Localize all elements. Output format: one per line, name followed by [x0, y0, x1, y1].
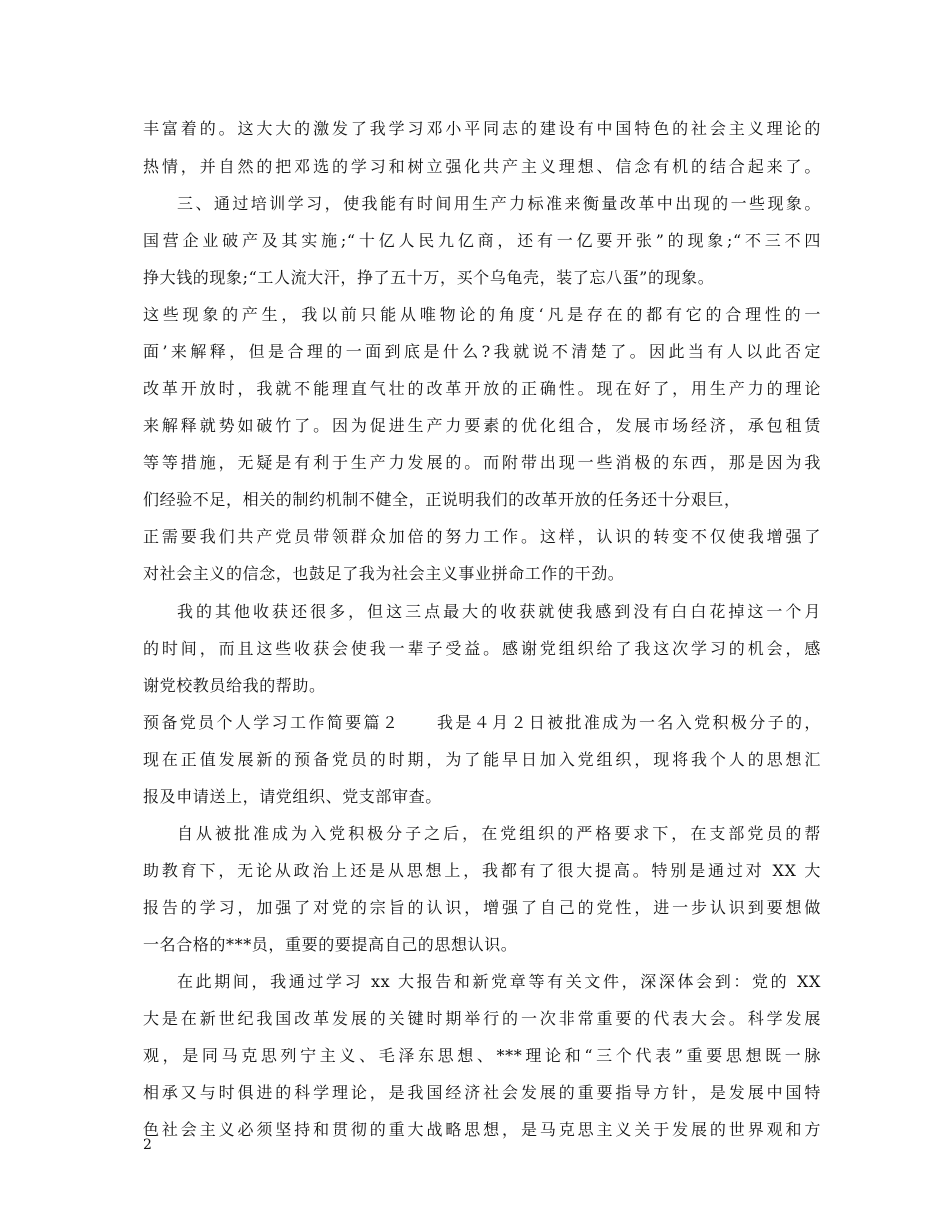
text-line: 等等措施，无疑是有利于生产力发展的。而附带出现一些消极的东西，那是因为我	[143, 453, 821, 472]
text-line: 助教育下，无论从政治上还是从思想上，我都有了很大提高。特别是通过对 XX 大	[143, 861, 821, 880]
text-line: 的时间，而且这些收获会使我一辈子受益。感谢党组织给了我这次学习的机会，感	[143, 639, 821, 658]
text-line: 一名合格的***员，重要的要提高自己的思想认识。	[143, 935, 518, 954]
text-line: 相承又与时俱进的科学理论，是我国经济社会发展的重要指导方针，是发展中国特	[143, 1083, 821, 1102]
text-line: 大是在新世纪我国改革发展的关键时期举行的一次非常重要的代表大会。科学发展	[143, 1009, 821, 1028]
text-line: 们经验不足，相关的制约机制不健全，正说明我们的改革开放的任务还十分艰巨，	[143, 490, 741, 509]
text-line: 这些现象的产生，我以前只能从唯物论的角度‘凡是存在的都有它的合理性的一	[143, 305, 821, 324]
text-line: 国营企业破产及其实施;“十亿人民九亿商，还有一亿要开张”的现象;“不三不四	[143, 231, 821, 250]
section-heading-line: 预备党员个人学习工作简要篇２ 我是４月２日被批准成为一名入党积极分子的，	[143, 713, 821, 732]
text-line: 三、通过培训学习，使我能有时间用生产力标准来衡量改革中出现的一些现象。	[177, 194, 821, 213]
text-line: 改革开放时，我就不能理直气壮的改革开放的正确性。现在好了，用生产力的理论	[143, 379, 821, 398]
text-line: 我的其他收获还很多，但这三点最大的收获就使我感到没有白白花掉这一个月	[177, 602, 821, 621]
text-line: 正需要我们共产党员带领群众加倍的努力工作。这样，认识的转变不仅使我增强了	[143, 527, 821, 546]
text-line: 观，是同马克思列宁主义、毛泽东思想、***理论和“三个代表”重要思想既一脉	[143, 1046, 821, 1065]
text-line: 现在正值发展新的预备党员的时期，为了能早日加入党组织，现将我个人的思想汇	[143, 750, 821, 769]
text-line: 对社会主义的信念，也鼓足了我为社会主义事业拼命工作的干劲。	[143, 564, 625, 583]
text-line: 热情，并自然的把邓选的学习和树立强化共产主义理想、信念有机的结合起来了。	[143, 157, 821, 176]
text-line: 在此期间，我通过学习 xx 大报告和新党章等有关文件，深深体会到：党的 XX	[177, 972, 821, 991]
text-line: 面’来解释，但是合理的一面到底是什么?我就说不清楚了。因此当有人以此否定	[143, 342, 821, 361]
text-line: 报及申请送上，请党组织、党支部审查。	[143, 787, 442, 806]
text-line: 挣大钱的现象;“工人流大汗，挣了五十万，买个乌龟壳，装了忘八蛋”的现象。	[143, 268, 715, 287]
page-number: 2	[143, 1137, 152, 1153]
text-line: 色社会主义必须坚持和贯彻的重大战略思想，是马克思主义关于发展的世界观和方	[143, 1120, 821, 1139]
text-line: 自从被批准成为入党积极分子之后，在党组织的严格要求下，在支部党员的帮	[177, 824, 821, 843]
text-line: 丰富着的。这大大的激发了我学习邓小平同志的建设有中国特色的社会主义理论的	[143, 119, 821, 138]
text-line: 来解释就势如破竹了。因为促进生产力要素的优化组合，发展市场经济，承包租赁	[143, 416, 821, 435]
text-line: 报告的学习，加强了对党的宗旨的认识，增强了自己的党性，进一步认识到要想做	[143, 898, 821, 917]
text-line: 谢党校教员给我的帮助。	[143, 676, 326, 695]
